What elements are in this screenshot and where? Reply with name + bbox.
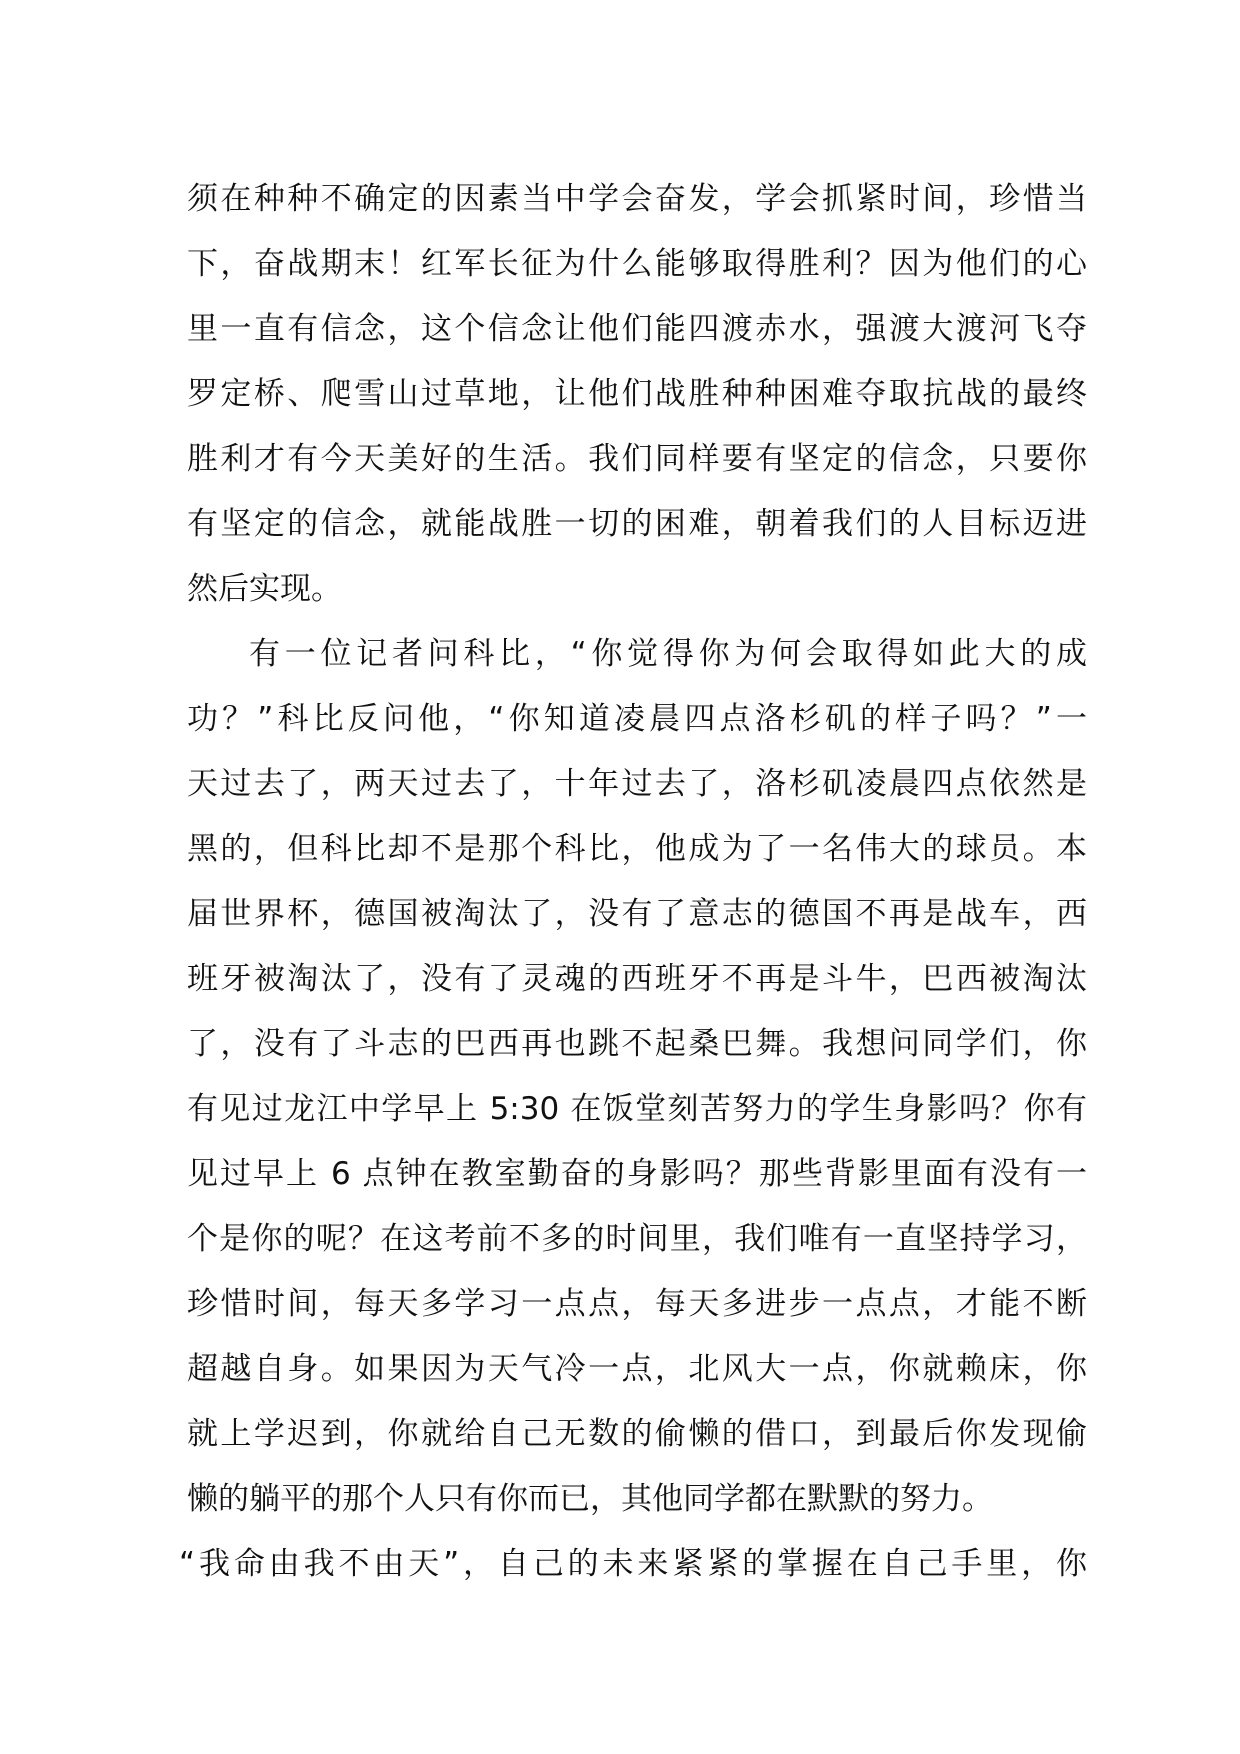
text-line: 超越自身。如果因为天气冷一点，北风大一点，你就赖床，你 [187,1351,1087,1387]
text-line: 须在种种不确定的因素当中学会奋发，学会抓紧时间，珍惜当 [187,181,1087,217]
text-line: 珍惜时间，每天多学习一点点，每天多进步一点点，才能不断 [187,1286,1087,1322]
text-line: 了，没有了斗志的巴西再也跳不起桑巴舞。我想问同学们，你 [187,1026,1087,1062]
text-line: 功？”科比反问他，“你知道凌晨四点洛杉矶的样子吗？”一 [187,701,1087,737]
text-line: 天过去了，两天过去了，十年过去了，洛杉矶凌晨四点依然是 [187,766,1087,802]
text-line: 下，奋战期末！红军长征为什么能够取得胜利？因为他们的心 [187,246,1087,282]
text-line: 有见过龙江中学早上 5:30 在饭堂刻苦努力的学生身影吗？你有 [187,1091,1087,1127]
text-line: 懒的躺平的那个人只有你而已，其他同学都在默默的努力。 [187,1481,993,1517]
text-line: 然后实现。 [187,571,342,607]
text-line: 班牙被淘汰了，没有了灵魂的西班牙不再是斗牛，巴西被淘汰 [187,961,1087,997]
text-line: 罗定桥、爬雪山过草地，让他们战胜种种困难夺取抗战的最终 [187,376,1087,412]
text-line: 就上学迟到，你就给自己无数的偷懒的借口，到最后你发现偷 [187,1416,1087,1452]
text-line: 见过早上 6 点钟在教室勤奋的身影吗？那些背影里面有没有一 [187,1156,1087,1192]
text-line: 届世界杯，德国被淘汰了，没有了意志的德国不再是战车，西 [187,896,1087,932]
text-line: “我命由我不由天”，自己的未来紧紧的掌握在自己手里，你 [179,1546,1087,1582]
body-text [179,167,1087,1597]
paragraph-first-line: 有一位记者问科比，“你觉得你为何会取得如此大的成 [249,636,1087,672]
text-line: 个是你的呢？在这考前不多的时间里，我们唯有一直坚持学习， [187,1221,1087,1257]
text-line: 有坚定的信念，就能战胜一切的困难，朝着我们的人目标迈进 [187,506,1087,542]
text-line: 黑的，但科比却不是那个科比，他成为了一名伟大的球员。本 [187,831,1087,867]
text-line: 胜利才有今天美好的生活。我们同样要有坚定的信念，只要你 [187,441,1087,477]
text-line: 里一直有信念，这个信念让他们能四渡赤水，强渡大渡河飞夺 [187,311,1087,347]
